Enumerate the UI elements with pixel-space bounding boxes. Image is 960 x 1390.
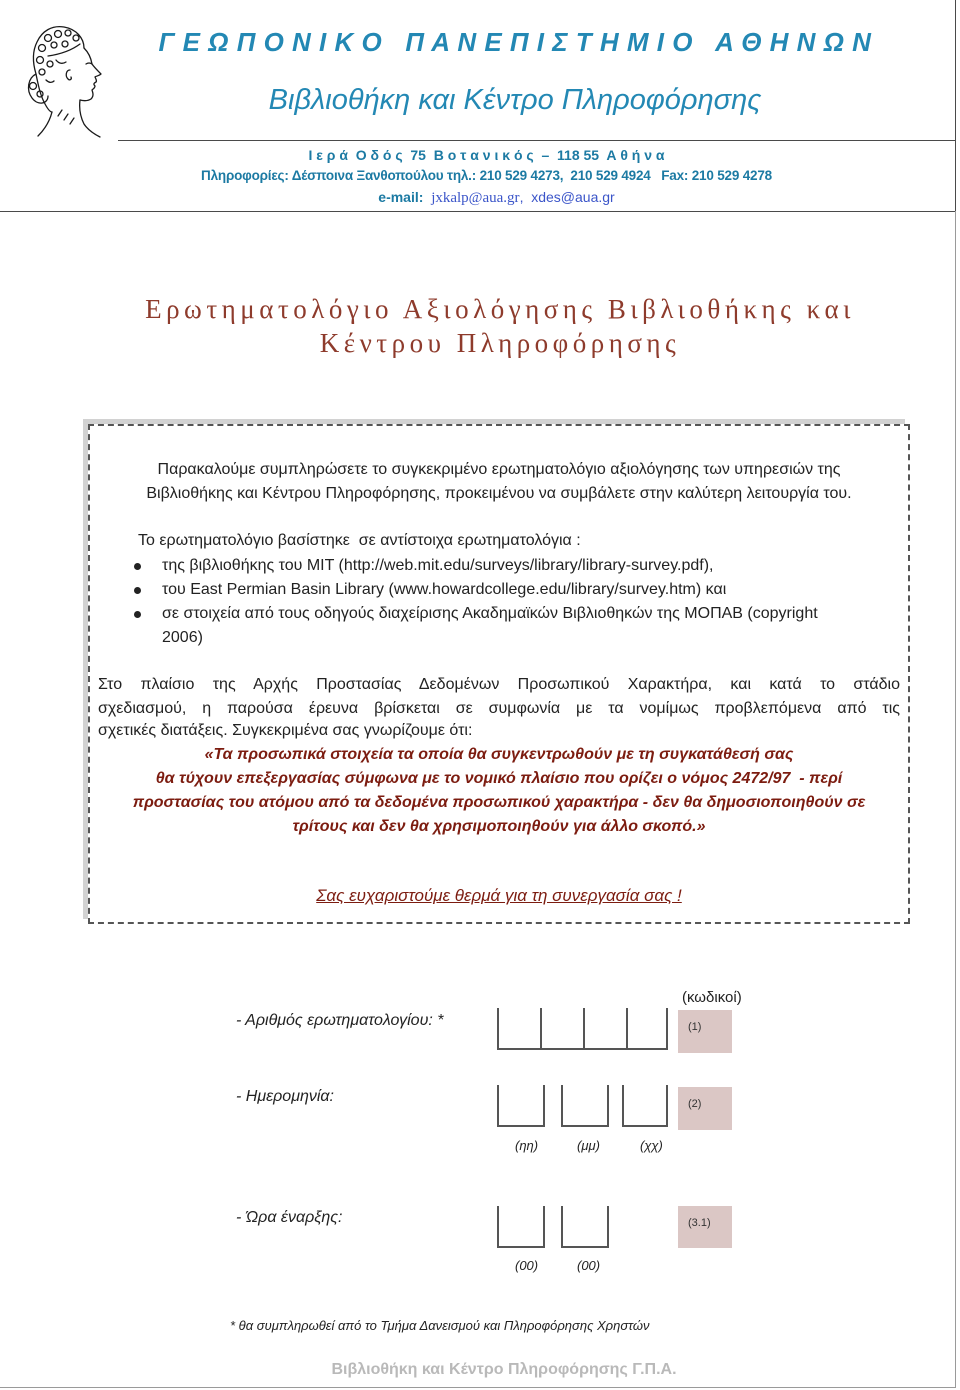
bullet-icon [134,587,141,594]
based-on-text: Το ερωτηματολόγιο βασίστηκε σε αντίστοιχα ερωτηματολόγια : [138,532,581,549]
page-right-border [955,211,956,1387]
code-box-3-1 [678,1206,732,1248]
page-bottom-border [0,1387,956,1388]
email-label: e-mail: [378,189,424,205]
date-year-hint: (χχ) [640,1138,663,1153]
source-item-mopav: σε στοιχεία από τους οδηγούς διαχείρισης Ακαδημαϊκών Βιβλιοθηκών της ΜΟΠΑΒ (copyright [162,605,818,622]
header-divider-line [118,140,955,141]
questionnaire-number-boxes [497,1008,668,1050]
email-link-xdes[interactable]: xdes@aua.gr [531,189,615,205]
codes-column-label: (κωδικοί) [682,989,742,1006]
header-right-border [955,0,956,211]
privacy-quote-line: θα τύχουν επεξεργασίας σύμφωνα με το νομικό πλαίσιο που ορίζει ο νόμος 2472/97 - περί [155,770,843,787]
privacy-line: σχετικές διατάξεις. Συγκεκριμένα σας γνωρίζουμε ότι: [98,722,473,739]
document-title-line-1: Ερωτηματολόγιο Αξιολόγησης Βιβλιοθήκης και [145,294,855,324]
university-name: Γ Ε Ω Π Ο Ν Ι Κ Ο Π Α Ν Ε Π Ι Σ Τ Η Μ Ι Ο Α Θ Η Ν Ω Ν [158,27,872,57]
source-item-mopav-continued: 2006) [162,629,203,646]
start-time-minute-hint: (00) [577,1258,601,1273]
page-footer: Βιβλιοθήκη και Κέντρο Πληροφόρησης Γ.Π.Α. [331,1361,677,1378]
date-day-hint: (ηη) [515,1138,539,1153]
start-time-label: - Ώρα έναρξης: [236,1209,343,1226]
footnote: * θα συμπληρωθεί από το Τμήμα Δανεισμού και Πληροφόρησης Χρηστών [230,1318,650,1333]
date-year-box [622,1085,668,1127]
header-bottom-border [0,211,956,212]
source-item-east-permian: του East Permian Basin Library (www.howardcollege.edu/library/survey.htm) και [162,581,727,598]
start-time-hour-hint: (00) [515,1258,539,1273]
box-divider [583,1008,585,1048]
box-divider [540,1008,542,1048]
code-box-label: (2) [688,1098,702,1110]
bullet-icon [134,563,141,570]
bullet-icon [134,611,141,618]
thank-you-note: Σας ευχαριστούμε θερμά για τη συνεργασία σας ! [316,886,682,905]
date-label: - Ημερομηνία: [236,1088,334,1105]
postal-address: Ι ε ρ ά Ο δ ό ς 75 Β ο τ α ν ι κ ό ς – 118 55 Α θ ή ν α [308,147,665,163]
privacy-quote-line: «Τα προσωπικά στοιχεία τα οποία θα συγκεντρωθούν με τη συγκατάθεσή σας [204,746,794,763]
document-title-line-2: Κέντρου Πληροφόρησης [319,328,681,358]
start-time-minute-box [561,1206,609,1248]
email-separator: , [519,189,524,205]
contact-info: Πληροφορίες: Δέσποινα Ξανθοπούλου τηλ.: 210 529 4273, 210 529 4924 Fax: 210 529 4278 [201,168,772,183]
intro-line: Παρακαλούμε συμπληρώσετε το συγκεκριμένο ερωτηματολόγιο αξιολόγησης των υπηρεσιών της [157,461,841,478]
intro-line: Βιβλιοθήκης και Κέντρου Πληροφόρησης, προκειμένου να συμβάλετε στην καλύτερη λειτουργία του. [146,485,852,502]
code-box-2 [678,1087,732,1130]
date-day-box [497,1085,545,1127]
privacy-line: σχεδιασμού, η παρούσα έρευνα βρίσκεται σε συμφωνία με τα νομίμως προβλεπόμενα από τις [98,700,900,717]
start-time-hour-box [497,1206,545,1248]
privacy-quote-line: τρίτους και δεν θα χρησιμοποιηθούν για άλλο σκοπό.» [292,818,706,835]
email-line [118,188,875,207]
code-box-label: (1) [688,1021,702,1033]
email-link-jxkalp[interactable]: jxkalp@aua.gr [431,190,520,206]
box-divider [626,1008,628,1048]
library-name: Βιβλιοθήκη και Κέντρο Πληροφόρησης [268,84,762,116]
privacy-quote-line: προστασίας του ατόμου από τα δεδομένα προσωπικού χαρακτήρα - δεν θα δημοσιοποιηθούν σε [132,794,866,811]
privacy-line: Στο πλαίσιο της Αρχής Προστασίας Δεδομένων Προσωπικού Χαρακτήρα, και κατά το στάδιο [98,676,900,693]
source-item-mit: της βιβλιοθήκης του MIT (http://web.mit.edu/surveys/library/library-survey.pdf), [162,557,714,574]
athena-head-logo [18,20,118,142]
date-month-hint: (μμ) [577,1138,600,1153]
code-box-1 [678,1010,732,1053]
code-box-label: (3.1) [688,1217,711,1229]
questionnaire-number-label: - Αριθμός ερωτηματολογίου: * [236,1012,444,1029]
date-month-box [561,1085,609,1127]
